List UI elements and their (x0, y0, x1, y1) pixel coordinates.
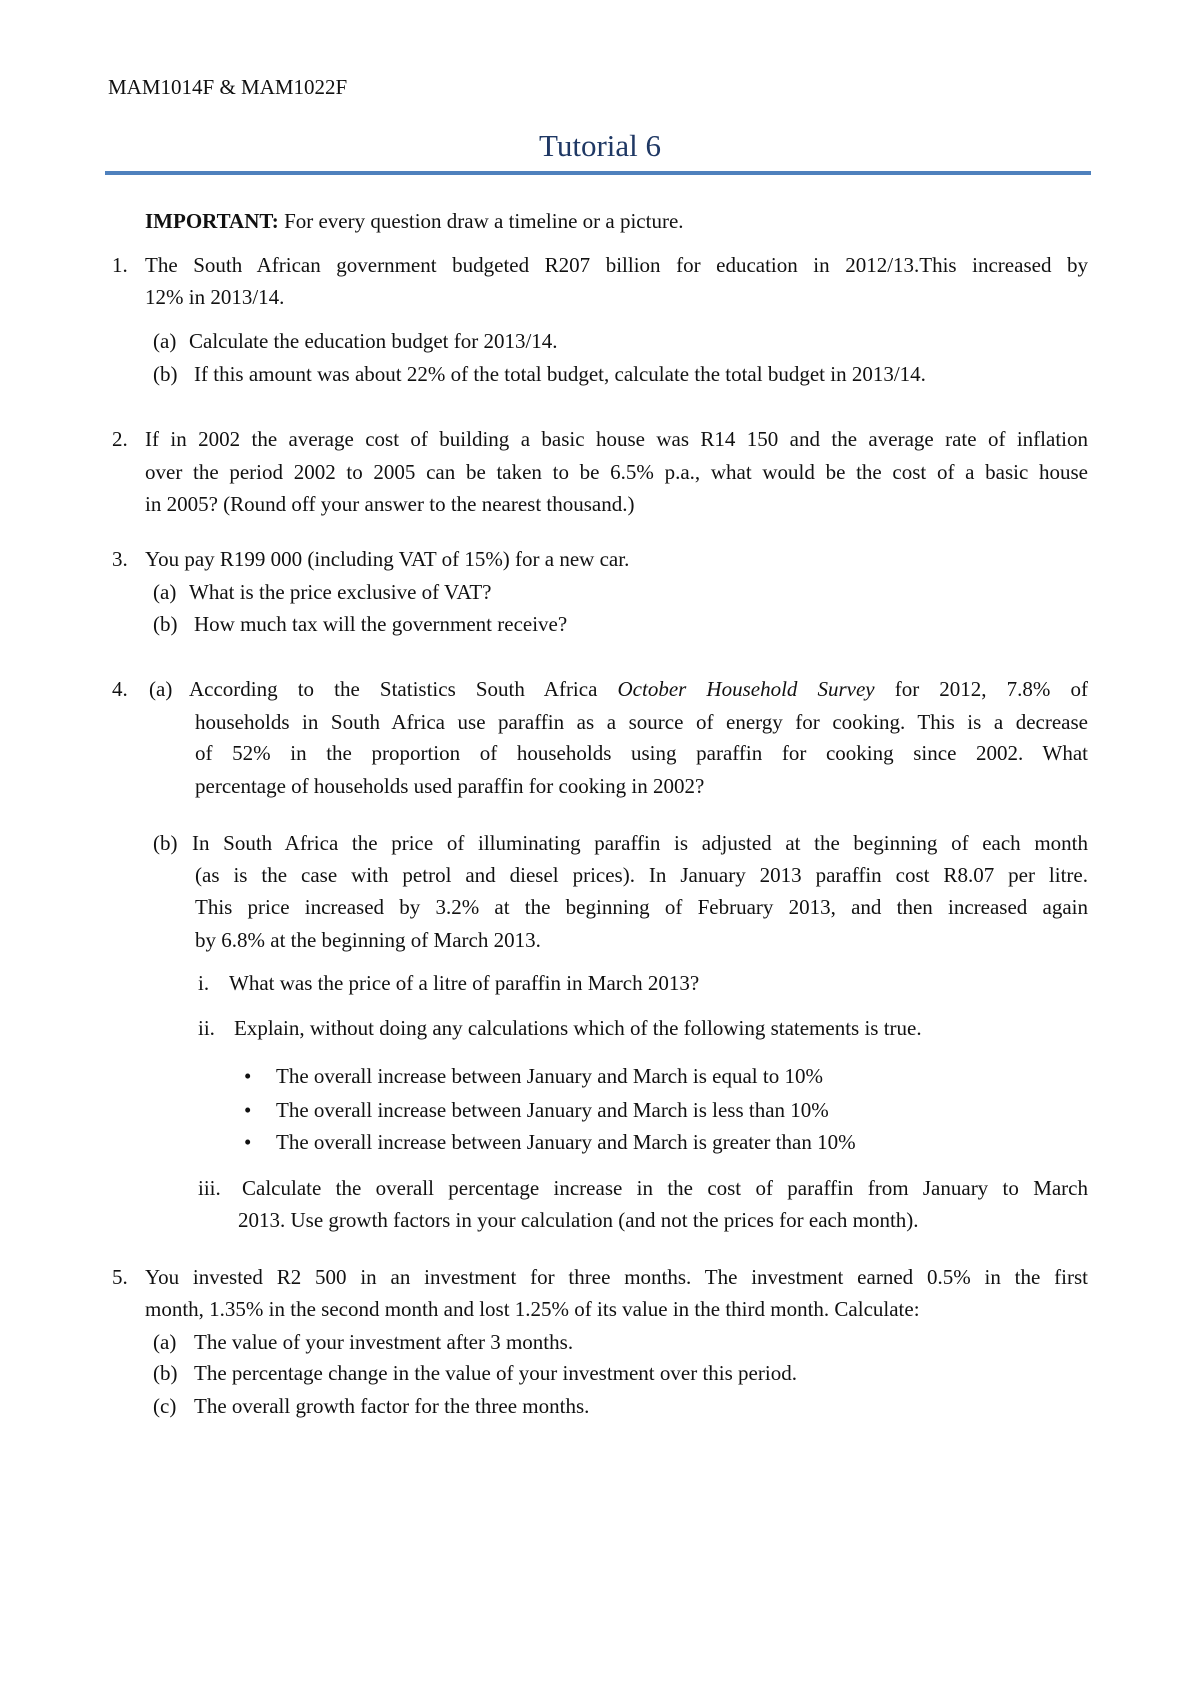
q4a-mark: (a) (149, 677, 173, 701)
q3a-mark: (a) (153, 580, 177, 604)
q1-text: 12% in 2013/14. (145, 285, 285, 309)
page-title: Tutorial 6 (538, 128, 662, 163)
q5a-mark: (a) (153, 1330, 177, 1354)
q4b-text: (as is the case with petrol and diesel prices). In January 2013 paraffin cost R8.07 per litre. (195, 863, 1088, 887)
q4b-text: In South Africa the price of illuminating paraffin is adjusted at the beginning of each month (192, 831, 1088, 855)
q4b-text: This price increased by 3.2% at the beginning of February 2013, and then increased again (195, 895, 1088, 919)
q4b-i-text: What was the price of a litre of paraffin in March 2013? (229, 971, 700, 995)
q4b-ii-mark: ii. (198, 1016, 215, 1040)
q5a-text: The value of your investment after 3 months. (194, 1330, 574, 1354)
q4b-ii-text: Explain, without doing any calculations which of the following statements is true. (234, 1016, 922, 1040)
q4b-iii-text: 2013. Use growth factors in your calculation (and not the prices for each month). (238, 1208, 919, 1232)
q1a-text: Calculate the education budget for 2013/14. (189, 329, 558, 353)
q2-number: 2. (112, 427, 128, 451)
course-header: MAM1014F & MAM1022F (108, 75, 348, 99)
q4a-text-part: for 2012, 7.8% of (874, 677, 1088, 701)
q3-text: You pay R199 000 (including VAT of 15%) for a new car. (145, 547, 630, 571)
q2-text: over the period 2002 to 2005 can be taken to be 6.5% p.a., what would be the cost of a basic house (145, 460, 1088, 484)
q4a-text: percentage of households used paraffin for cooking in 2002? (195, 774, 705, 798)
bullet-icon: • (244, 1130, 252, 1154)
q4b-iii-text: Calculate the overall percentage increase in the cost of paraffin from January to March (242, 1176, 1088, 1200)
q4a-text-part: According to the Statistics South Africa (189, 677, 618, 701)
q1-number: 1. (112, 253, 128, 277)
survey-name: October Household Survey (617, 677, 875, 701)
q5b-mark: (b) (153, 1361, 178, 1385)
q3b-text: How much tax will the government receive? (194, 612, 568, 636)
q4b-text: by 6.8% at the beginning of March 2013. (195, 928, 541, 952)
q4a-text (189, 673, 1088, 705)
q4b-i-mark: i. (198, 971, 210, 995)
q1b-text: If this amount was about 22% of the total budget, calculate the total budget in 2013/14. (194, 362, 926, 386)
q1b-mark: (b) (153, 362, 178, 386)
q4b-iii-mark: iii. (198, 1176, 221, 1200)
statement-option: The overall increase between January and March is greater than 10% (276, 1130, 856, 1154)
important-label: IMPORTANT: (145, 209, 279, 233)
title-divider (105, 171, 1091, 175)
statement-option: The overall increase between January and March is less than 10% (276, 1098, 829, 1122)
q4a-text: households in South Africa use paraffin as a source of energy for cooking. This is a decrease (195, 710, 1088, 734)
q5b-text: The percentage change in the value of your investment over this period. (194, 1361, 797, 1385)
q5c-mark: (c) (153, 1394, 177, 1418)
important-text: For every question draw a timeline or a picture. (278, 209, 684, 233)
q2-text: If in 2002 the average cost of building a basic house was R14 150 and the average rate of inflation (145, 427, 1088, 451)
q3a-text: What is the price exclusive of VAT? (189, 580, 492, 604)
q5-text: You invested R2 500 in an investment for three months. The investment earned 0.5% in the first (145, 1265, 1088, 1289)
q1-text: The South African government budgeted R207 billion for education in 2012/13.This increased by (145, 253, 1088, 277)
q4b-mark: (b) (153, 831, 178, 855)
q3-number: 3. (112, 547, 128, 571)
statement-option: The overall increase between January and March is equal to 10% (276, 1064, 823, 1088)
q2-text: in 2005? (Round off your answer to the nearest thousand.) (145, 492, 635, 516)
q4a-text: of 52% in the proportion of households using paraffin for cooking since 2002. What (195, 741, 1088, 765)
q4-number: 4. (112, 677, 128, 701)
bullet-icon: • (244, 1064, 252, 1088)
q3b-mark: (b) (153, 612, 178, 636)
q5c-text: The overall growth factor for the three months. (194, 1394, 590, 1418)
q5-number: 5. (112, 1265, 128, 1289)
important-note (145, 205, 684, 237)
bullet-icon: • (244, 1098, 252, 1122)
q1a-mark: (a) (153, 329, 177, 353)
q5-text: month, 1.35% in the second month and lost 1.25% of its value in the third month. Calculate: (145, 1297, 920, 1321)
